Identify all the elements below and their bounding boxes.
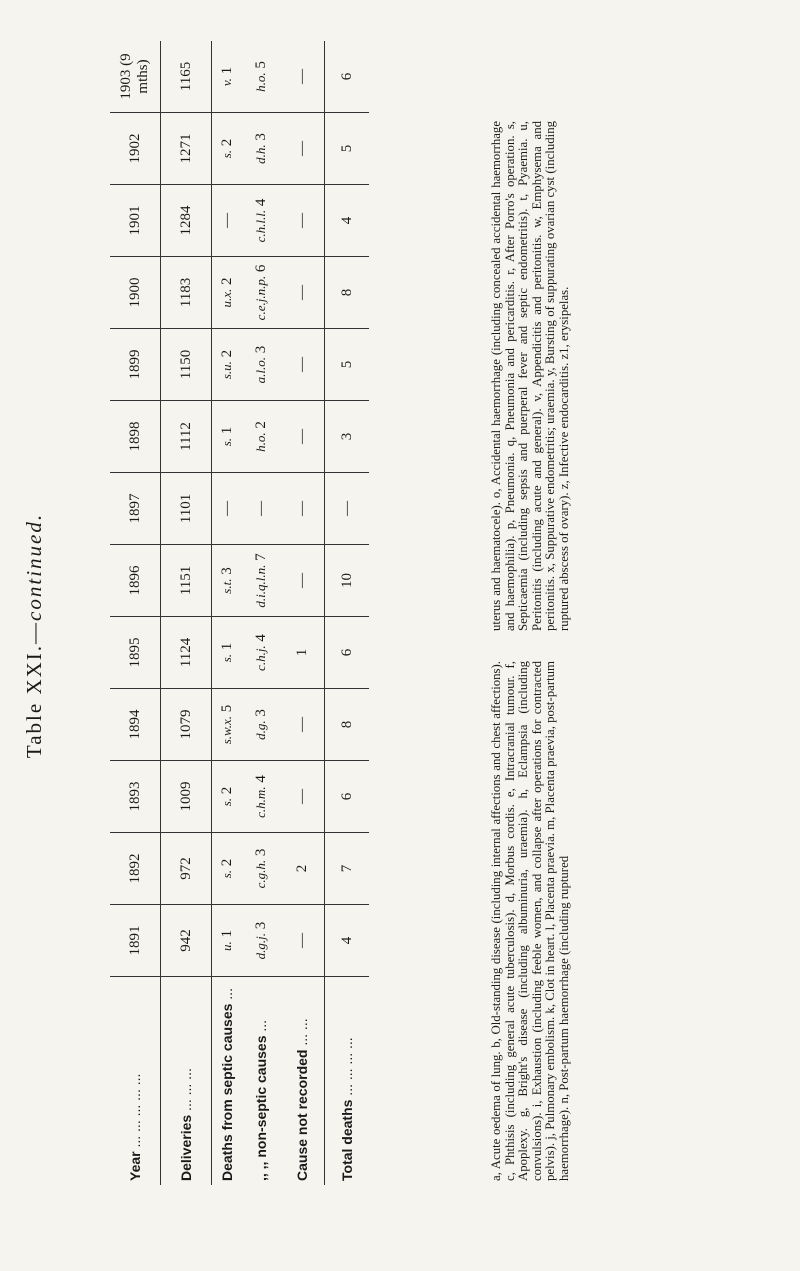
- nonseptic-count: 3: [252, 345, 269, 354]
- nonseptic-cell: [242, 833, 280, 905]
- nonseptic-cell: [242, 905, 280, 977]
- septic-cause-letters: s.: [218, 869, 234, 879]
- nonseptic-count: 3: [252, 709, 269, 717]
- nonseptic-count: 5: [252, 61, 269, 69]
- total-cell: 8: [325, 689, 370, 761]
- septic-cause-letters: v.: [218, 78, 234, 87]
- septic-count: 2: [218, 858, 235, 867]
- unrecorded-cell: 1: [280, 617, 325, 689]
- total-cell: —: [325, 473, 370, 545]
- year-cell: 1899: [110, 329, 161, 401]
- nonseptic-cell: [242, 329, 280, 401]
- septic-cell: [212, 473, 243, 545]
- septic-cell: [212, 185, 243, 257]
- deliveries-cell: 1183: [161, 257, 212, 329]
- row-nonseptic: [242, 41, 280, 1185]
- year-cell: 1900: [110, 257, 161, 329]
- row-label-septic: Deaths from septic causes ...: [212, 977, 243, 1186]
- nonseptic-cell: [242, 401, 280, 473]
- row-label-total: Total deaths ... ... ... ...: [325, 977, 370, 1186]
- deliveries-cell: 972: [161, 833, 212, 905]
- row-label-year: Year ... ... ... ... ...: [110, 977, 161, 1186]
- septic-cause-letters: s.u.: [218, 361, 234, 380]
- unrecorded-cell: —: [280, 401, 325, 473]
- total-cell: 6: [338, 72, 355, 81]
- septic-cell: [212, 41, 243, 113]
- septic-cell: [212, 689, 243, 761]
- total-cell: 7: [325, 833, 370, 905]
- deliveries-cell: 1150: [161, 329, 212, 401]
- nonseptic-count: 3: [252, 921, 269, 930]
- septic-cell: [212, 329, 243, 401]
- nonseptic-cell: [242, 545, 280, 617]
- total-cell: 3: [325, 401, 370, 473]
- year-cell: 1898: [110, 401, 161, 473]
- nonseptic-cell: [242, 761, 280, 833]
- septic-cell: [212, 761, 243, 833]
- nonseptic-cell: [242, 617, 280, 689]
- unrecorded-cell: —: [280, 41, 325, 113]
- total-cell: 5: [325, 329, 370, 401]
- nonseptic-cell: [242, 689, 280, 761]
- deliveries-cell: 1165: [161, 41, 212, 113]
- year-cell: 1894: [110, 689, 161, 761]
- year-cell: 1896: [110, 545, 161, 617]
- deliveries-cell: 1112: [161, 401, 212, 473]
- deliveries-cell: 1271: [161, 113, 212, 185]
- septic-cause-letters: u.x.: [218, 288, 234, 308]
- nonseptic-cause-letters: h.o.: [252, 432, 268, 452]
- septic-cell: [212, 905, 243, 977]
- nonseptic-cause-letters: d.i.q.l.n.: [252, 564, 268, 608]
- row-unrecorded: [280, 41, 325, 1185]
- septic-cell: [212, 401, 243, 473]
- septic-count: 2: [218, 786, 235, 795]
- table-caption: [22, 0, 47, 1271]
- septic-cell: [212, 257, 243, 329]
- deliveries-cell: 942: [161, 905, 212, 977]
- nonseptic-count: —: [252, 501, 269, 516]
- caption-subtitle: continued.: [22, 512, 46, 621]
- nonseptic-cause-letters: a.l.o.: [252, 356, 268, 384]
- nonseptic-cell: [242, 41, 280, 113]
- septic-count: 1: [218, 930, 235, 938]
- nonseptic-cause-letters: d.g.: [252, 720, 268, 740]
- caption-title: Table XXI.—: [22, 620, 46, 759]
- septic-cell: [212, 113, 243, 185]
- septic-count: 2: [218, 349, 235, 358]
- nonseptic-cell: [242, 185, 280, 257]
- total-cell: 6: [325, 761, 370, 833]
- year-cell: 1897: [110, 473, 161, 545]
- row-total: [325, 41, 370, 1185]
- septic-count: 5: [218, 704, 235, 713]
- row-deliveries: [161, 41, 212, 1185]
- nonseptic-cause-letters: c.g.h.: [252, 859, 268, 889]
- nonseptic-cell: [242, 257, 280, 329]
- septic-cause-letters: s.w.x.: [218, 715, 234, 745]
- unrecorded-cell: —: [280, 185, 325, 257]
- nonseptic-count: 7: [252, 553, 269, 561]
- septic-count: 1: [218, 426, 235, 435]
- septic-cause-letters: s.: [218, 797, 234, 807]
- row-label-nonseptic: ,, ,, non-septic causes ...: [242, 977, 280, 1186]
- deliveries-cell: 1101: [161, 473, 212, 545]
- year-cell: 1903 (9 mths): [110, 41, 161, 113]
- septic-count: 1: [218, 642, 235, 651]
- deliveries-cell: 1079: [161, 689, 212, 761]
- deliveries-cell: 1151: [161, 545, 212, 617]
- nonseptic-cell: [242, 113, 280, 185]
- unrecorded-cell: —: [280, 689, 325, 761]
- unrecorded-cell: —: [280, 545, 325, 617]
- year-cell: 1902: [110, 113, 161, 185]
- unrecorded-cell: —: [280, 905, 325, 977]
- footnotes-left: a, Acute oedema of lung. b, Old-standing disease (including internal affections and chest affections). c, Phthisis (including general acute tuberculosis). d, Morbus cordis. e, Intracranial tumour. f, Apoplexy. g, Bright's disease (including albuminuria, uraemia). h, Eclampsia (including convulsions). i, Exhaustion (including feeble women, and collapse after operations for contracted pelvis). j, Pulmonary embolism. k, Clot in heart. l, Placenta praevia. m, Placenta praevia, post-partum haemorrhage). n, Post-partum haemorrhage (including ruptured: [489, 661, 571, 1181]
- nonseptic-count: 3: [252, 133, 269, 141]
- septic-count: —: [218, 213, 235, 228]
- row-year: [110, 41, 161, 1185]
- septic-count: 1: [218, 66, 235, 75]
- nonseptic-cause-letters: c.h.l.l.: [252, 209, 268, 243]
- septic-cause-letters: s.: [218, 149, 234, 159]
- septic-count: 2: [218, 277, 235, 285]
- deliveries-cell: 1284: [161, 185, 212, 257]
- septic-cause-letters: s.t.: [218, 578, 234, 594]
- nonseptic-cause-letters: c.e.j.n.p.: [252, 275, 268, 321]
- nonseptic-count: 6: [252, 264, 269, 273]
- septic-cause-letters: u.: [218, 941, 234, 951]
- deliveries-cell: 1124: [161, 617, 212, 689]
- year-cell: 1893: [110, 761, 161, 833]
- septic-cause-letters: s.: [218, 437, 234, 447]
- nonseptic-cause-letters: c.h.j.: [252, 645, 268, 671]
- total-cell: 6: [325, 617, 370, 689]
- nonseptic-cause-letters: d.h.: [252, 144, 268, 164]
- septic-cause-letters: s.: [218, 653, 234, 663]
- septic-cell: [212, 833, 243, 905]
- unrecorded-cell: —: [280, 329, 325, 401]
- unrecorded-cell: —: [280, 761, 325, 833]
- year-cell: 1892: [110, 833, 161, 905]
- total-cell: 4: [325, 905, 370, 977]
- nonseptic-count: 4: [252, 775, 269, 783]
- year-cell: 1895: [110, 617, 161, 689]
- septic-count: 3: [218, 567, 235, 575]
- nonseptic-cause-letters: d.g.j.: [252, 932, 268, 960]
- septic-count: 2: [218, 138, 235, 147]
- septic-count: —: [218, 501, 235, 516]
- mortality-table: [110, 41, 369, 1185]
- nonseptic-cause-letters: c.h.m.: [252, 786, 268, 818]
- unrecorded-cell: 2: [280, 833, 325, 905]
- nonseptic-count: 4: [252, 198, 269, 207]
- septic-cell: [212, 617, 243, 689]
- total-cell: 5: [325, 113, 370, 185]
- nonseptic-count: 3: [252, 848, 269, 857]
- total-cell: 4: [325, 185, 370, 257]
- year-cell: 1891: [110, 905, 161, 977]
- total-cell: 8: [325, 257, 370, 329]
- footnotes-right: uterus and haematocele). o, Accidental haemorrhage (including concealed accidental haemorrhage and haemophilia). p, Pneumonia. q, Pneumonia and pericarditis. r, After Porro's operation. s, Septicaemia (including sepsis and puerperal fever and septic endometritis). t, Pyaemia. u, Peritonitis (including acute and general). v, Appendicitis and peritonitis. w, Emphysema and peritonitis. x, Suppurative endometritis; uraemia. y, Bursting of suppurating ovarian cyst (including ruptured abscess of ovary). z, Infective endocarditis. z1, erysipelas.: [489, 121, 571, 631]
- nonseptic-cause-letters: h.o.: [252, 72, 268, 92]
- row-septic: [212, 41, 243, 1185]
- unrecorded-cell: —: [280, 113, 325, 185]
- total-cell: 10: [325, 545, 370, 617]
- row-label-deliveries: Deliveries ... ... ...: [161, 977, 212, 1186]
- septic-cell: [212, 545, 243, 617]
- year-cell: 1901: [110, 185, 161, 257]
- deliveries-cell: 1009: [161, 761, 212, 833]
- row-label-unrecorded: Cause not recorded ... ...: [280, 977, 325, 1186]
- unrecorded-cell: —: [280, 473, 325, 545]
- unrecorded-cell: —: [280, 257, 325, 329]
- nonseptic-count: 4: [252, 634, 269, 642]
- nonseptic-count: 2: [252, 421, 269, 429]
- nonseptic-cell: [242, 473, 280, 545]
